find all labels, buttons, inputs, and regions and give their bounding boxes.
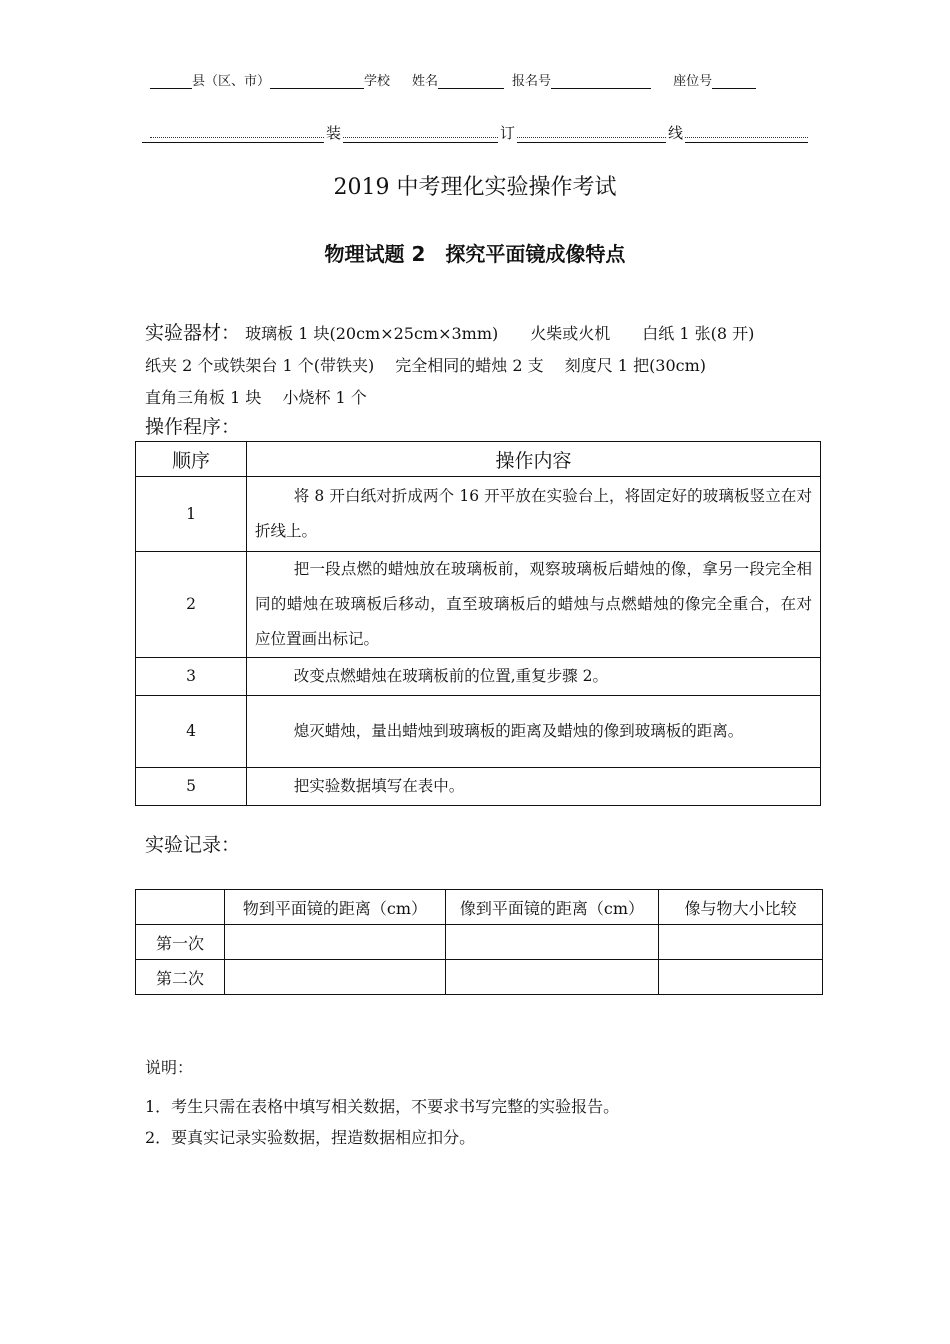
step-number: 4 (136, 696, 247, 768)
table-row (136, 552, 821, 658)
step-text: 把实验数据填写在表中。 (247, 768, 821, 806)
name-label: 姓名 (412, 74, 439, 89)
record-table (135, 889, 823, 995)
col-size-comparison: 像与物大小比较 (659, 890, 823, 925)
seat-label: 座位号 (673, 74, 713, 89)
table-row (136, 960, 823, 995)
experiment-subtitle: 物理试题 2 探究平面镜成像特点 (324, 242, 626, 266)
record-corner-cell (136, 890, 225, 925)
input-cell[interactable] (225, 925, 446, 960)
step-number: 3 (136, 658, 247, 696)
row-label-first: 第一次 (136, 925, 225, 960)
col-object-distance: 物到平面镜的距离（cm） (225, 890, 446, 925)
exam-number-blank[interactable] (551, 74, 651, 89)
procedure-label: 操作程序： (145, 416, 241, 438)
step-text: 把一段点燃的蜡烛放在玻璃板前，观察玻璃板后蜡烛的像，拿另一段完全相同的蜡烛在玻璃板后移动，直至玻璃板后的蜡烛与点燃蜡烛的像完全重合，在对应位置画出标记。 (247, 552, 821, 658)
input-cell[interactable] (446, 960, 659, 995)
school-label: 学校 (364, 74, 391, 89)
seat-blank[interactable] (712, 74, 756, 89)
table-row (136, 925, 823, 960)
step-number: 1 (136, 477, 247, 552)
county-label: 县（区、市） (192, 74, 271, 89)
binding-line (142, 120, 808, 143)
input-cell[interactable] (659, 960, 823, 995)
record-label: 实验记录： (145, 834, 241, 856)
materials-text-1: 玻璃板 1 块(20cm×25cm×3mm) 火柴或火机 白纸 1 张(8 开) (245, 324, 755, 343)
table-row (136, 477, 821, 552)
row-label-second: 第二次 (136, 960, 225, 995)
step-number: 5 (136, 768, 247, 806)
col-order-header: 顺序 (136, 442, 247, 477)
materials-text-3: 直角三角板 1 块 小烧杯 1 个 (145, 388, 367, 407)
binding-dotted-line (150, 137, 808, 138)
note-item-1: 1．考生只需在表格中填写相关数据，不要求书写完整的实验报告。 (145, 1097, 620, 1116)
table-row (136, 696, 821, 768)
materials-text-2: 纸夹 2 个或铁架台 1 个(带铁夹) 完全相同的蜡烛 2 支 刻度尺 1 把(30cm) (145, 356, 707, 375)
record-header-row (136, 890, 823, 925)
step-text: 熄灭蜡烛，量出蜡烛到玻璃板的距离及蜡烛的像到玻璃板的距离。 (247, 696, 821, 768)
notes-label: 说明： (145, 1058, 194, 1077)
binding-char-ding: 订 (500, 124, 516, 142)
name-blank[interactable] (438, 74, 504, 89)
procedure-table (135, 441, 821, 806)
note-item-2: 2．要真实记录实验数据，捏造数据相应扣分。 (145, 1128, 476, 1147)
procedure-header-row (136, 442, 821, 477)
exam-number-label: 报名号 (512, 74, 552, 89)
input-cell[interactable] (446, 925, 659, 960)
step-number: 2 (136, 552, 247, 658)
school-blank[interactable] (270, 74, 364, 89)
county-blank[interactable] (150, 74, 192, 89)
materials-line-1 (145, 318, 754, 345)
binding-char-zhuang: 装 (326, 124, 342, 142)
col-image-distance: 像到平面镜的距离（cm） (446, 890, 659, 925)
input-cell[interactable] (659, 925, 823, 960)
materials-label: 实验器材： (145, 322, 241, 344)
col-content-header: 操作内容 (247, 442, 821, 477)
exam-header-fields (150, 70, 756, 89)
table-row (136, 658, 821, 696)
page-title: 2019 中考理化实验操作考试 (333, 175, 617, 200)
step-text: 将 8 开白纸对折成两个 16 开平放在实验台上，将固定好的玻璃板竖立在对折线上。 (247, 477, 821, 552)
input-cell[interactable] (225, 960, 446, 995)
binding-char-xian: 线 (668, 124, 684, 142)
step-text: 改变点燃蜡烛在玻璃板前的位置,重复步骤 2。 (247, 658, 821, 696)
table-row (136, 768, 821, 806)
